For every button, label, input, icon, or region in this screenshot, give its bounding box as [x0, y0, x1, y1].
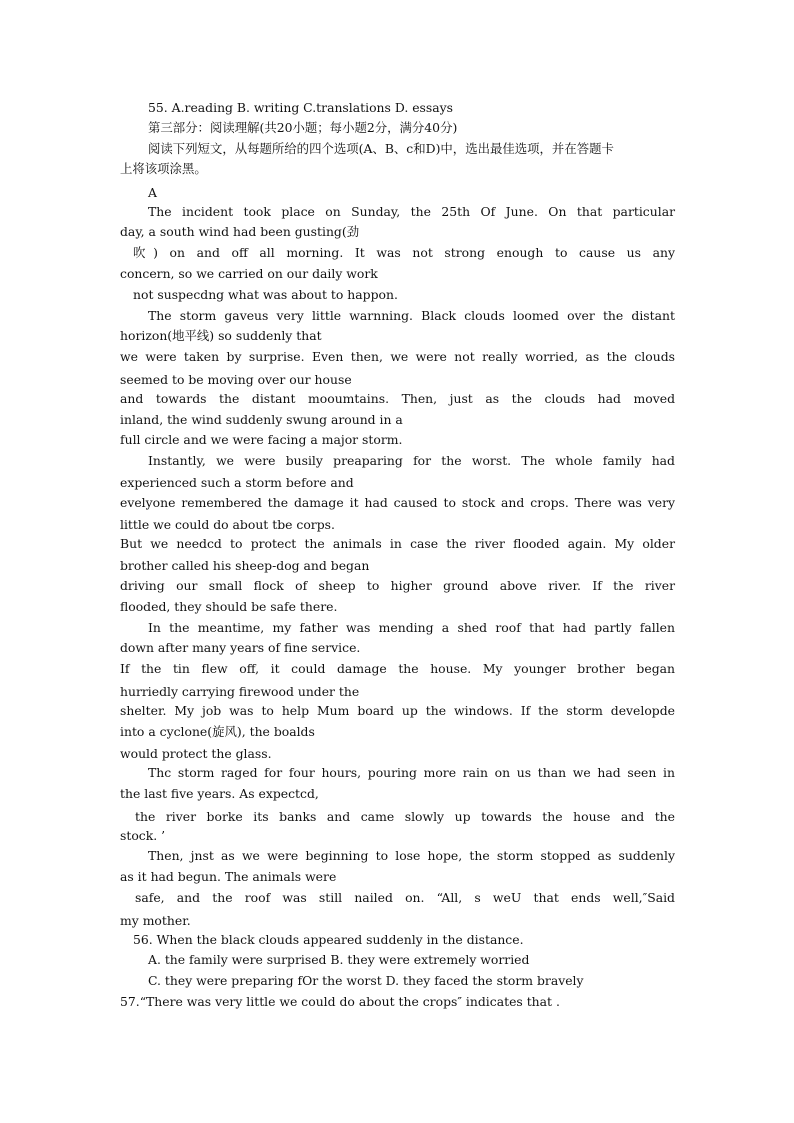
- passage-line: inland, the wind suddenly swung around in a: [120, 412, 403, 427]
- passage-line: day, a south wind had been gusting(劲: [120, 224, 360, 239]
- passage-line: full circle and we were facing a major storm.: [120, 432, 403, 447]
- passage-line: Thc storm raged for four hours, pouring more rain on us than we had seen in: [148, 765, 675, 780]
- passage-line: concern, so we carried on our daily work: [120, 266, 378, 281]
- passage-line: as it had begun. The animals were: [120, 869, 337, 884]
- passage-line: In the meantime, my father was mending a shed roof that had partly fallen: [148, 620, 675, 635]
- passage-line: Then, jnst as we were beginning to lose hope, the storm stopped as suddenly: [148, 848, 675, 863]
- passage-line: and towards the distant mooumtains. Then, just as the clouds had moved: [120, 391, 675, 406]
- instructions-line2: 上将该项涂黑。: [120, 161, 207, 176]
- passage-line: 吹) on and off all morning. It was not strong enough to cause us any: [133, 245, 675, 260]
- passage-line: would protect the glass.: [120, 746, 272, 761]
- passage-line: horizon(地平线) so suddenly that: [120, 328, 322, 343]
- passage-line: The incident took place on Sunday, the 25th Of June. On that particular: [148, 204, 675, 219]
- passage-line: safe, and the roof was still nailed on. “All, s weU that ends well,″Said: [135, 890, 675, 905]
- passage-line: the river borke its banks and came slowly up towards the house and the: [135, 809, 675, 824]
- passage-line: If the tin flew off, it could damage the house. My younger brother began: [120, 661, 675, 676]
- passage-line: driving our small flock of sheep to higher ground above river. If the river: [120, 578, 675, 593]
- passage-line: evelyone remembered the damage it had caused to stock and crops. There was very: [120, 495, 675, 510]
- passage-line: The storm gaveus very little warnning. Black clouds loomed over the distant: [148, 308, 675, 323]
- passage-line: flooded, they should be safe there.: [120, 599, 338, 614]
- question-56-options-cd: C. they were preparing fOr the worst D. they faced the storm bravely: [148, 973, 584, 988]
- q55-options: 55. A.reading B. writing C.translations D. essays: [148, 100, 453, 115]
- passage-label: A: [148, 185, 157, 200]
- passage-line: we were taken by surprise. Even then, we were not really worried, as the clouds: [120, 349, 675, 364]
- passage-line: seemed to be moving over our house: [120, 372, 352, 387]
- passage-line: shelter. My job was to help Mum board up the windows. If the storm developde: [120, 703, 675, 718]
- question-56-options-ab: A. the family were surprised B. they were extremely worried: [148, 952, 530, 967]
- passage-line: down after many years of fine service.: [120, 640, 361, 655]
- instructions-line1: 阅读下列短文，从每题所给的四个选项(A、B、c和D)中，选出最佳选项，并在答题卡: [148, 141, 614, 156]
- question-56: 56. When the black clouds appeared suddenly in the distance.: [133, 932, 524, 947]
- passage-line: into a cyclone(旋风), the boalds: [120, 724, 315, 739]
- passage-line: stock. ’: [120, 828, 166, 843]
- passage-line: brother called his sheep-dog and began: [120, 558, 370, 573]
- passage-line: Instantly, we were busily preaparing for the worst. The whole family had: [148, 453, 675, 468]
- passage-line: little we could do about tbe corps.: [120, 517, 335, 532]
- section3-heading: 第三部分：阅读理解(共20小题；每小题2分，满分40分): [148, 120, 458, 135]
- passage-line: hurriedly carrying firewood under the: [120, 684, 360, 699]
- passage-line: experienced such a storm before and: [120, 475, 354, 490]
- passage-line: not suspecdng what was about to happon.: [133, 287, 398, 302]
- passage-line: the last five years. As expectcd,: [120, 786, 319, 801]
- question-57: 57.“There was very little we could do about the crops″ indicates that .: [120, 994, 560, 1009]
- passage-line: But we needcd to protect the animals in case the river flooded again. My older: [120, 536, 675, 551]
- passage-line: my mother.: [120, 913, 191, 928]
